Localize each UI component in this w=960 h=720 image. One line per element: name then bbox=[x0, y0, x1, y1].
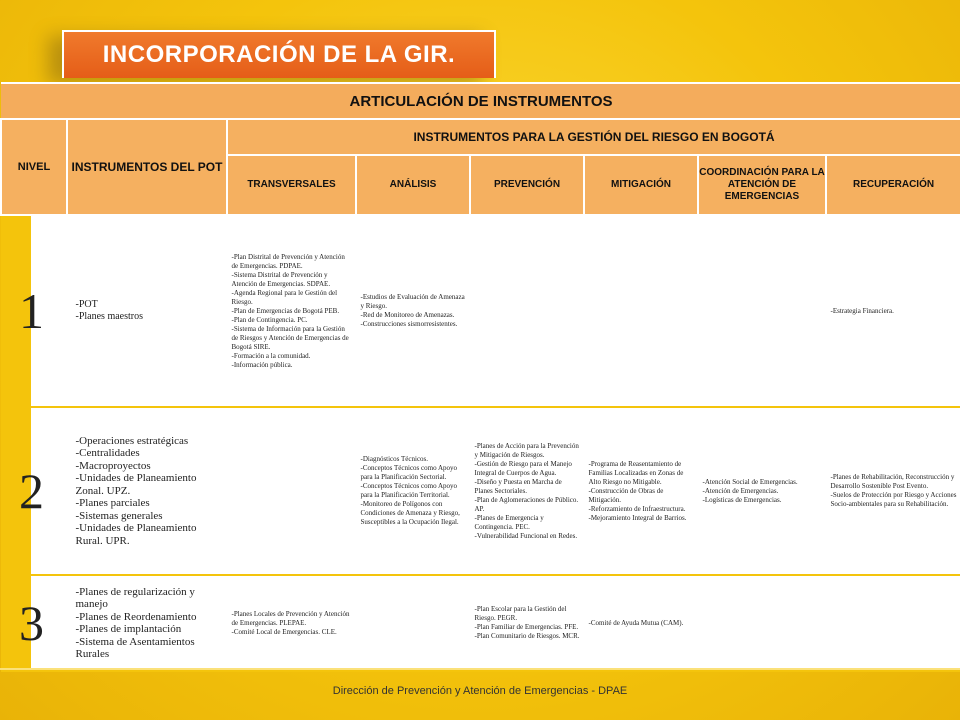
table-main-header: ARTICULACIÓN DE INSTRUMENTOS bbox=[1, 83, 960, 119]
cell-item: -Planes parciales bbox=[75, 497, 150, 510]
header-transversales: TRANSVERSALES bbox=[227, 155, 356, 215]
cell-item: -Reforzamiento de Infraestructura. bbox=[588, 504, 686, 513]
cell-item: -Planes de regularización y manejo bbox=[75, 585, 195, 610]
cell-item: -Diseño y Puesta en Marcha de Planes Sectoriales. bbox=[474, 477, 562, 495]
cell-item: -Atención de Emergencias. bbox=[702, 486, 779, 495]
prevencion-cell bbox=[470, 575, 584, 671]
header-prevencion: PREVENCIÓN bbox=[470, 155, 584, 215]
cell-item: -Operaciones estratégicas bbox=[75, 434, 189, 447]
coordinacion-cell bbox=[698, 215, 826, 407]
transversales-cell bbox=[227, 575, 356, 671]
cell-item: -POT bbox=[75, 298, 98, 310]
cell-item: -Sistema de Asentamientos Rurales bbox=[75, 635, 195, 660]
table-row-level-2 bbox=[1, 407, 960, 575]
header-nivel: NIVEL bbox=[1, 119, 67, 215]
table-row-level-3 bbox=[1, 575, 960, 671]
cell-item: -Comité Local de Emergencias. CLE. bbox=[231, 627, 337, 636]
cell-item: -Plan Familiar de Emergencias. PFE. bbox=[474, 623, 579, 631]
cell-item: -Construcciones sismorresistentes. bbox=[360, 320, 458, 328]
level-number: 1 bbox=[1, 215, 67, 407]
cell-item: -Planes de Reordenamiento bbox=[75, 610, 197, 623]
coordinacion-cell bbox=[698, 407, 826, 575]
mitigacion-cell bbox=[584, 407, 698, 575]
cell-item: -Unidades de Planeamiento Rural. UPR. bbox=[75, 522, 197, 547]
cell-item: -Plan de Emergencias de Bogotá PEB. bbox=[231, 306, 340, 315]
cell-item: -Conceptos Técnicos como Apoyo para la Planificación Territorial. bbox=[360, 482, 457, 499]
cell-item: -Información pública. bbox=[231, 360, 293, 369]
header-analisis: ANÁLISIS bbox=[356, 155, 470, 215]
cell-item: -Plan de Contingencia. PC. bbox=[231, 315, 308, 324]
cell-item: -Suelos de Protección por Riesgo y Acciones Socio-ambientales para su Rehabilitación. bbox=[830, 491, 957, 508]
cell-item: -Conceptos Técnicos como Apoyo para la Planificación Sectorial. bbox=[360, 464, 457, 481]
pot-instruments-cell bbox=[67, 215, 227, 407]
cell-item: -Planes Locales de Prevención y Atención de Emergencias. PLEPAE. bbox=[231, 609, 350, 627]
header-pot-instruments: INSTRUMENTOS DEL POT bbox=[67, 119, 227, 215]
cell-item: -Planes de Acción para la Prevención y Mitigación de Riesgos. bbox=[474, 441, 579, 459]
cell-item: -Sistemas generales bbox=[75, 509, 163, 522]
slide-title: INCORPORACIÓN DE LA GIR. bbox=[62, 30, 496, 78]
coordinacion-cell bbox=[698, 575, 826, 671]
pot-instruments-cell bbox=[67, 407, 227, 575]
mitigacion-cell bbox=[584, 215, 698, 407]
pot-instruments-cell bbox=[67, 575, 227, 671]
cell-item: -Unidades de Planeamiento Zonal. UPZ. bbox=[75, 472, 197, 497]
level-number: 3 bbox=[1, 575, 67, 671]
analisis-cell bbox=[356, 407, 470, 575]
recuperacion-cell bbox=[826, 407, 960, 575]
cell-item: -Red de Monitoreo de Amenazas. bbox=[360, 311, 455, 319]
prevencion-cell bbox=[470, 407, 584, 575]
cell-item: -Formación a la comunidad. bbox=[231, 351, 311, 360]
recuperacion-cell bbox=[826, 215, 960, 407]
cell-item: -Estudios de Evaluación de Amenaza y Riesgo. bbox=[360, 293, 465, 310]
cell-item: -Plan Distrital de Prevención y Atención de Emergencias. PDPAE. bbox=[231, 252, 345, 270]
cell-item: -Atención Social de Emergencias. bbox=[702, 477, 798, 486]
cell-item: -Sistema Distrital de Prevención y Atención de Emergencias. SDPAE. bbox=[231, 270, 331, 288]
header-mitigacion: MITIGACIÓN bbox=[584, 155, 698, 215]
cell-item: -Construcción de Obras de Mitigación. bbox=[588, 486, 664, 504]
cell-item: -Agenda Regional para le Gestión del Riesgo. bbox=[231, 288, 338, 306]
cell-item: -Macroproyectos bbox=[75, 459, 151, 472]
cell-item: -Comité de Ayuda Mutua (CAM). bbox=[588, 618, 684, 627]
cell-item: -Plan Comunitario de Riesgos. MCR. bbox=[474, 632, 580, 640]
cell-item: -Programa de Reasentamiento de Familias Localizadas en Zonas de Alto Riesgo no Mitigable. bbox=[588, 459, 684, 486]
transversales-cell bbox=[227, 407, 356, 575]
cell-item: -Diagnósticos Técnicos. bbox=[360, 455, 429, 463]
instruments-table bbox=[0, 82, 960, 668]
cell-item: -Plan Escolar para la Gestión del Riesgo. PEGR. bbox=[474, 605, 567, 622]
level-number: 2 bbox=[1, 407, 67, 575]
cell-item: -Monitoreo de Polígonos con Condiciones de Amenaza y Riesgo, Susceptibles a la Ocupación Ilegal. bbox=[360, 500, 460, 526]
recuperacion-cell bbox=[826, 575, 960, 671]
cell-item: -Mejoramiento Integral de Barrios. bbox=[588, 513, 687, 522]
cell-item: -Logísticas de Emergencias. bbox=[702, 495, 782, 504]
cell-item: -Vulnerabilidad Funcional en Redes. bbox=[474, 531, 578, 540]
header-risk-instruments: INSTRUMENTOS PARA LA GESTIÓN DEL RIESGO EN BOGOTÁ bbox=[227, 119, 960, 155]
cell-item: -Plan de Aglomeraciones de Público. AP. bbox=[474, 495, 579, 513]
cell-item: -Planes de implantación bbox=[75, 623, 182, 635]
cell-item: -Gestión de Riesgo para el Manejo Integral de Cuerpos de Agua. bbox=[474, 459, 572, 477]
cell-item: -Centralidades bbox=[75, 447, 140, 460]
slide-footer: Dirección de Prevención y Atención de Emergencias - DPAE bbox=[332, 685, 628, 697]
transversales-cell bbox=[227, 215, 356, 407]
header-recuperacion: RECUPERACIÓN bbox=[826, 155, 960, 215]
cell-item: -Estrategia Financiera. bbox=[830, 306, 894, 315]
header-coordinacion: COORDINACIÓN PARA LA ATENCIÓN DE EMERGENCIAS bbox=[698, 155, 826, 215]
analisis-cell bbox=[356, 215, 470, 407]
footer-divider bbox=[0, 668, 960, 670]
cell-item: -Planes de Rehabilitación, Reconstrucción y Desarrollo Sostenible Post Evento. bbox=[830, 473, 955, 490]
cell-item: -Sistema de Información para la Gestión de Riesgos y Atención de Emergencias de Bogotá SIRE. bbox=[231, 324, 349, 351]
prevencion-cell bbox=[470, 215, 584, 407]
cell-item: -Planes maestros bbox=[75, 311, 143, 322]
cell-item: -Planes de Emergencia y Contingencia. PEC. bbox=[474, 513, 544, 531]
table-row-level-1 bbox=[1, 215, 960, 407]
mitigacion-cell bbox=[584, 575, 698, 671]
analisis-cell bbox=[356, 575, 470, 671]
